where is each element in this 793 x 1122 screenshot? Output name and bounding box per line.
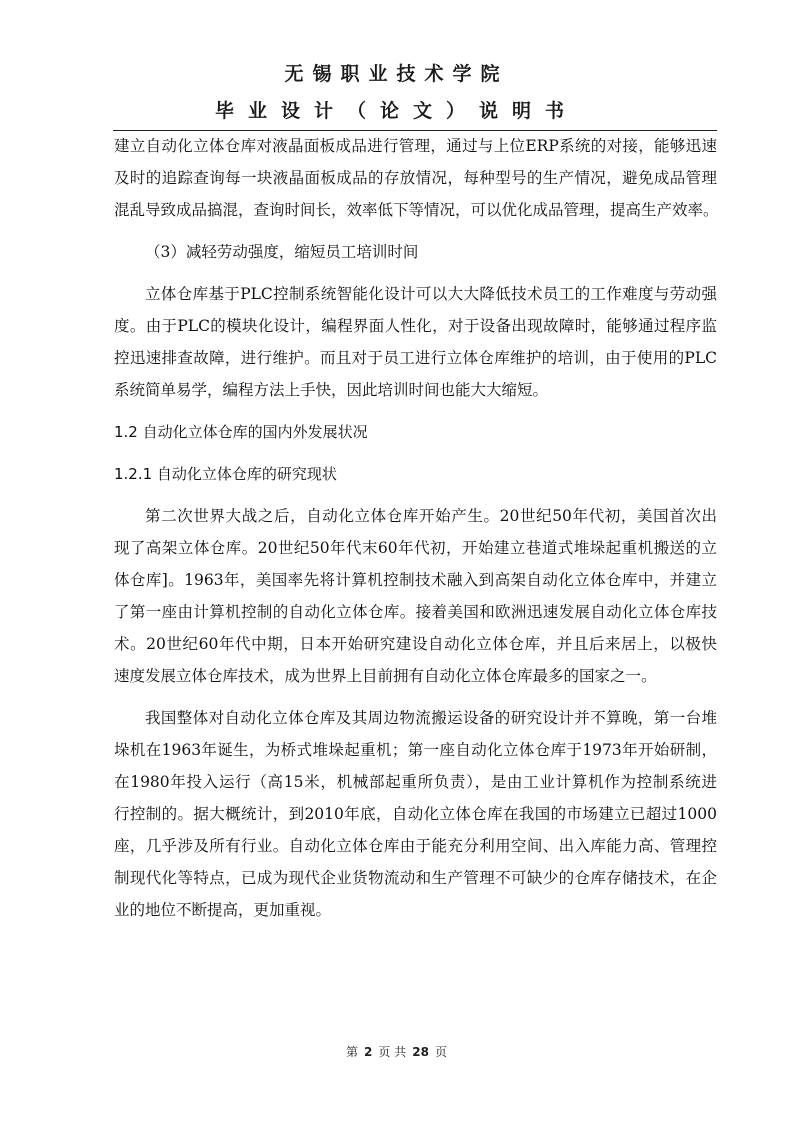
paragraph-history-china — [114, 702, 717, 926]
paragraph-erp-management — [114, 130, 717, 226]
text-line: （3）减轻劳动强度，缩短员工培训时间 — [145, 243, 419, 261]
text-line: 立体仓库基于PLC控制系统智能化设计可以大大降低技术员工的工作难度与劳动强 — [145, 285, 717, 303]
text-line: 控迅速排查故障，进行维护。而且对于员工进行立体仓库维护的培训，由于使用的PLC — [114, 349, 717, 367]
text-line: 了第一座由计算机控制的自动化立体仓库。接着美国和欧洲迅速发展自动化立体仓库技 — [114, 603, 717, 621]
text-line: 第二次世界大战之后，自动化立体仓库开始产生。20世纪50年代初，美国首次出 — [145, 507, 717, 525]
text-line: 体仓库]。1963年，美国率先将计算机控制技术融入到高架自动化立体仓库中，并建立 — [114, 571, 717, 589]
section-heading-1-2: 1.2 自动化立体仓库的国内外发展状况 — [114, 423, 368, 441]
page-body — [114, 130, 717, 926]
footer-prefix: 第 — [346, 1045, 359, 1059]
text-line: 系统简单易学，编程方法上手快，因此培训时间也能大大缩短。 — [114, 381, 549, 399]
document-title: 毕业设计（论文）说明书 — [214, 100, 578, 122]
page-footer — [0, 1043, 793, 1060]
text-line: 速度发展立体仓库技术，成为世界上目前拥有自动化立体仓库最多的国家之一。 — [114, 667, 657, 685]
text-line: 业的地位不断提高，更加重视。 — [114, 901, 332, 919]
text-line: 术。20世纪60年代中期，日本开始研究建设自动化立体仓库，并且后来居上，以极快 — [114, 635, 717, 653]
text-line: 现了高架立体仓库。20世纪50年代末60年代初，开始建立巷道式堆垛起重机搬送的立 — [114, 539, 717, 557]
text-line: 垛机在1963年诞生，为桥式堆垛起重机；第一座自动化立体仓库于1973年开始研制， — [114, 741, 717, 759]
text-line: 座，几乎涉及所有行业。自动化立体仓库由于能充分利用空间、出入库能力高、管理控 — [114, 837, 717, 855]
text-line: 建立自动化立体仓库对液晶面板成品进行管理，通过与上位ERP系统的对接，能够迅速 — [114, 137, 717, 155]
text-line: 及时的追踪查询每一块液晶面板成品的存放情况，每种型号的生产情况，避免成品管理 — [114, 169, 717, 187]
footer-middle: 页 共 — [378, 1045, 407, 1059]
paragraph-subheading-labor — [114, 236, 717, 268]
institution-name: 无锡职业技术学院 — [284, 63, 509, 85]
text-line: 混乱导致成品搞混，查询时间长，效率低下等情况，可以优化成品管理，提高生产效率。 — [114, 201, 719, 219]
section-heading-1-2-1: 1.2.1 自动化立体仓库的研究现状 — [114, 465, 337, 483]
paragraph-history-international — [114, 500, 717, 692]
text-line: 行控制的。据大概统计，到2010年底，自动化立体仓库在我国的市场建立已超过1000 — [114, 805, 717, 823]
paragraph-plc-training — [114, 278, 717, 406]
text-line: 制现代化等特点，已成为现代企业货物流动和生产管理不可缺少的仓库存储技术，在企 — [114, 869, 717, 887]
text-line: 我国整体对自动化立体仓库及其周边物流搬运设备的研究设计并不算晚，第一台堆 — [145, 709, 717, 727]
text-line: 度。由于PLC的模块化设计，编程界面人性化，对于设备出现故障时，能够通过程序监 — [114, 317, 717, 335]
total-pages-number: 28 — [412, 1045, 429, 1059]
footer-suffix: 页 — [434, 1045, 447, 1059]
text-line: 在1980年投入运行（高15米，机械部起重所负责），是由工业计算机作为控制系统进 — [114, 773, 717, 791]
current-page-number: 2 — [364, 1045, 373, 1059]
